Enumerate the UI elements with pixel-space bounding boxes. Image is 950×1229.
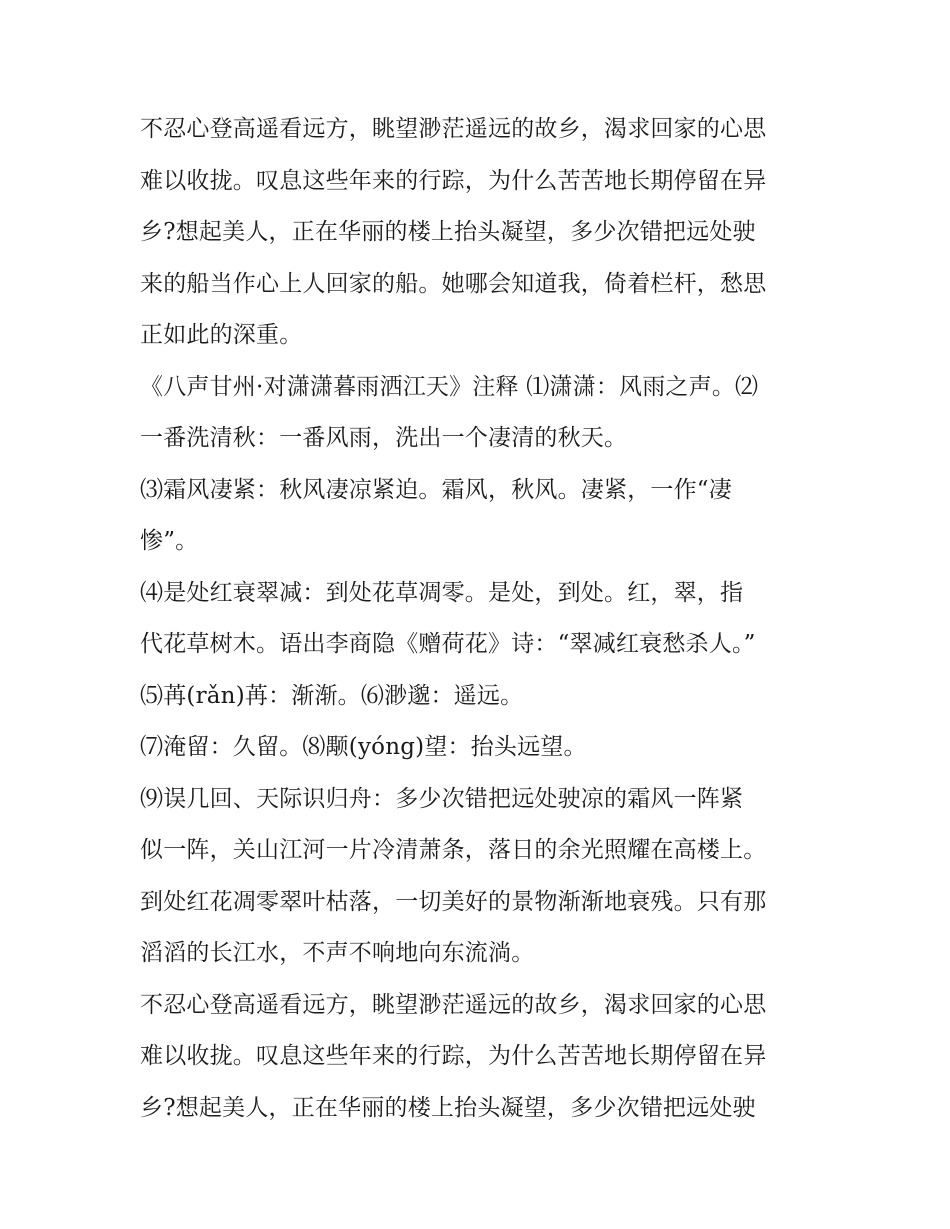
text-line: ⑸苒(rǎn)苒：渐渐。⑹渺邈：遥远。 <box>140 682 524 709</box>
document-body <box>140 104 820 1134</box>
text-line: 似一阵，关山江河一片冷清萧条，落日的余光照耀在高楼上。 <box>140 837 767 863</box>
text-line: 乡?想起美人，正在华丽的楼上抬头凝望，多少次错把远处驶 <box>140 219 756 245</box>
text-line: 难以收拢。叹息这些年来的行踪，为什么苦苦地长期停留在异 <box>140 1043 767 1069</box>
text-line: ⑶霜风凄紧：秋风凄凉紧迫。霜风，秋风。凄紧，一作“凄 <box>140 476 732 503</box>
text-line: 不忍心登高遥看远方，眺望渺茫遥远的故乡，渴求回家的心思 <box>140 116 767 142</box>
text-line: 来的船当作心上人回家的船。她哪会知道我，倚着栏杆，愁思 <box>140 270 767 297</box>
text-line: 一番洗清秋：一番风雨，洗出一个凄清的秋天。 <box>140 425 628 451</box>
text-line: ⑷是处红衰翠减：到处花草凋零。是处，到处。红，翠，指 <box>140 579 744 606</box>
text-line: 不忍心登高遥看远方，眺望渺茫遥远的故乡，渴求回家的心思 <box>140 991 767 1018</box>
text-line: 《八声甘州·对潇潇暮雨洒江天》注释 ⑴潇潇：风雨之声。⑵ <box>140 373 759 400</box>
text-line: ⑼误几回、天际识归舟：多少次错把远处驶凉的霜风一阵紧 <box>140 785 744 812</box>
text-line: ⑺淹留：久留。⑻颙(yóng)望：抬头远望。 <box>140 734 587 760</box>
text-line: 乡?想起美人，正在华丽的楼上抬头凝望，多少次错把远处驶 <box>140 1094 756 1121</box>
text-line: 滔滔的长江水，不声不响地向东流淌。 <box>140 940 535 966</box>
text-line: 惨”。 <box>140 528 199 554</box>
text-line: 代花草树木。语出李商隐《赠荷花》诗：“翠减红衰愁杀人。” <box>140 631 756 657</box>
text-line: 难以收拢。叹息这些年来的行踪，为什么苦苦地长期停留在异 <box>140 167 767 194</box>
text-line: 到处红花凋零翠叶枯落，一切美好的景物渐渐地衰残。只有那 <box>140 888 767 915</box>
text-line: 正如此的深重。 <box>140 322 303 348</box>
